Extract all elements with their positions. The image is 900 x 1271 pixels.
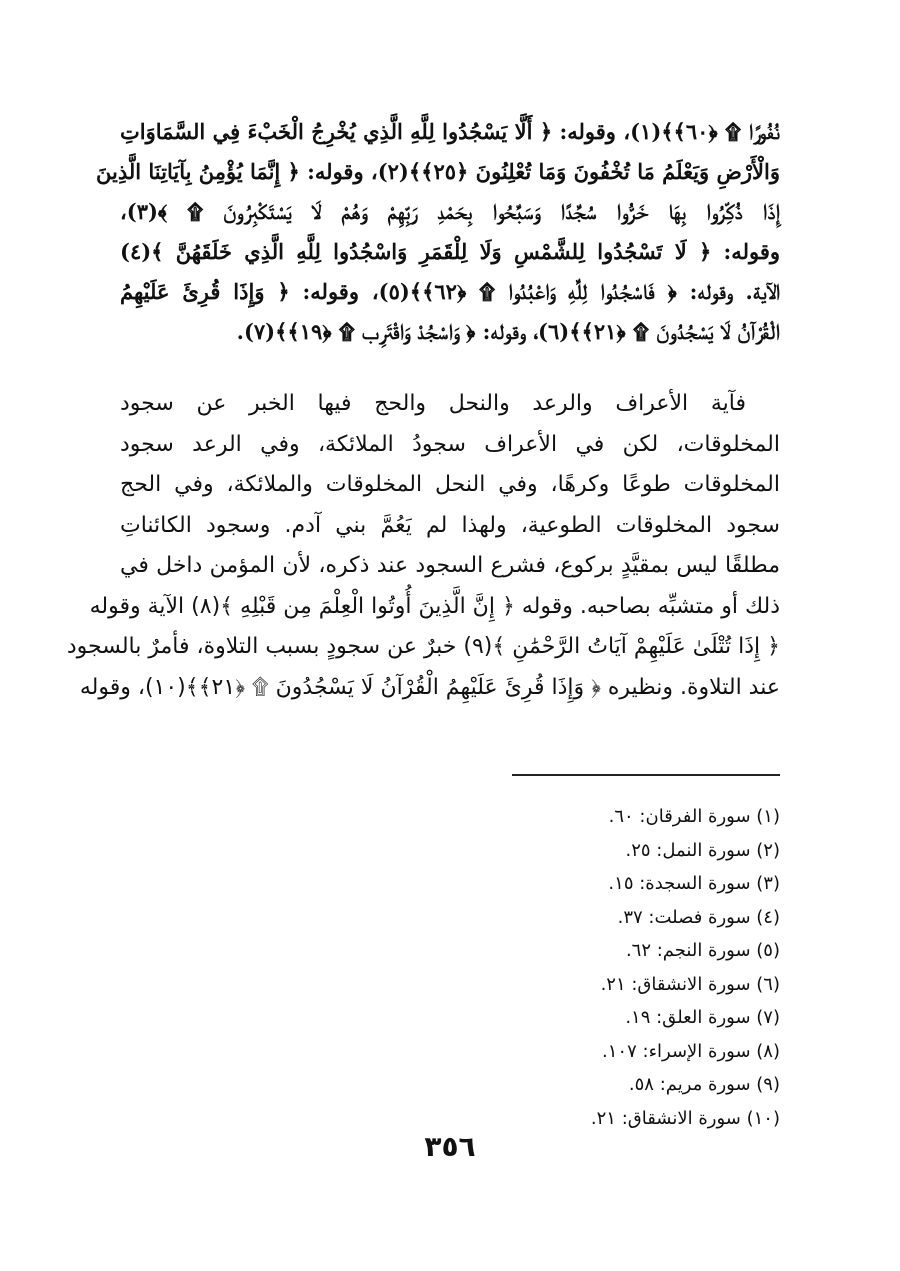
footnote-item: (٨) سورة الإسراء: ١٠٧. — [602, 1040, 780, 1062]
body-line: ذلك أو متشبِّه بصاحبه. وقوله ﴿ إِنَّ الَّذِينَ أُوتُوا الْعِلْمَ مِن قَبْلِهِ ﴾(٨) الآية وقوله — [89, 593, 780, 619]
footnote-item: (٣) سورة السجدة: ١٥. — [608, 873, 780, 894]
body-line: إِذَا ذُكِّرُوا بِهَا خَرُّوا سُجَّدًا وَسَبَّحُوا بِحَمْدِ رَبِّهِمْ وَهُمْ لَا يَسْتَكْبِرُونَ ۩ ﴾(٣)، — [120, 199, 780, 224]
body-line: المخلوقات طوعًا وكرهًا، وفي النحل المخلوقات والملائكة، وفي الحج — [120, 472, 780, 497]
footnote-item: (١) سورة الفرقان: ٦٠. — [608, 806, 780, 827]
footnote-item: (٤) سورة فصلت: ٣٧. — [617, 906, 780, 928]
page-number: ٣٥٦ — [424, 1130, 476, 1163]
footnotes — [591, 800, 780, 1135]
footnote-item: (٦) سورة الانشقاق: ٢١. — [600, 973, 780, 995]
body-line: وقوله: ﴿ لَا تَسْجُدُوا لِلشَّمْسِ وَلَا لِلْقَمَرِ وَاسْجُدُوا لِلَّهِ الَّذِي خَلَقَهُنَّ ﴾(٤) — [120, 239, 780, 264]
body-line: المخلوقات، لكن في الأعراف سجودُ الملائكة، وفي الرعد سجود — [120, 431, 780, 457]
body-line: نُفُورًا ۩ ﴿٦٠﴾﴾(١)، وقوله: ﴿ أَلَّا يَسْجُدُوا لِلَّهِ الَّذِي يُخْرِجُ الْخَبْءَ فِي السَّمَاوَاتِ — [120, 119, 780, 144]
footnote-item: (٢) سورة النمل: ٢٥. — [625, 839, 780, 861]
footnote-item: (٥) سورة النجم: ٦٢. — [625, 940, 780, 961]
body-line: الْقُرْآنُ لَا يَسْجُدُونَ ۩ ﴿٢١﴾﴾(٦)، وقوله: ﴿ وَاسْجُدْ وَاقْتَرِب ۩ ﴿١٩﴾﴾(٧). — [236, 319, 780, 344]
footnote-item: (٧) سورة العلق: ١٩. — [625, 1007, 780, 1028]
body-line: وَالْأَرْضِ وَيَعْلَمُ مَا تُخْفُونَ وَمَا تُعْلِنُونَ ﴿٢٥﴾﴾(٢)، وقوله: ﴿ إِنَّمَا يُؤْمِنُ بِآيَاتِنَا الَّذِينَ — [96, 159, 780, 184]
body-line: فآية الأعراف والرعد والنحل والحج فيها الخبر عن سجود — [120, 391, 746, 416]
footnote-divider — [512, 774, 780, 776]
quranic-citations-paragraph — [96, 112, 781, 352]
footnote-item: (١٠) سورة الانشقاق: ٢١. — [590, 1107, 780, 1129]
body-line: عند التلاوة. ونظيره ﴿ وَإِذَا قُرِئَ عَلَيْهِمُ الْقُرْآنُ لَا يَسْجُدُونَ ۩ ﴿٢١﴾﴾(١٠)، وقوله — [79, 674, 780, 700]
body-line: الآية. وقوله: ﴿ فَاسْجُدُوا لِلَّهِ وَاعْبُدُوا ۩ ﴿٦٢﴾﴾(٥)، وقوله: ﴿ وَإِذَا قُرِئَ عَلَيْهِمُ — [120, 279, 781, 304]
footnote-item: (٩) سورة مريم: ٥٨. — [628, 1074, 780, 1095]
body-line: سجود المخلوقات الطوعية، ولهذا لم يَعُمَّ بني آدم. وسجود الكائناتِ — [120, 512, 780, 538]
commentary-paragraph — [66, 384, 780, 708]
body-line: ﴿ إِذَا تُتْلَىٰ عَلَيْهِمْ آيَاتُ الرَّحْمَٰنِ ﴾(٩) خبرٌ عن سجودٍ بسبب التلاوة، فأمرٌ بالسجود — [66, 634, 780, 659]
body-line: مطلقًا ليس بمقيَّدٍ بركوع، فشرع السجود عند ذكره، لأن المؤمن داخل في — [120, 553, 780, 578]
